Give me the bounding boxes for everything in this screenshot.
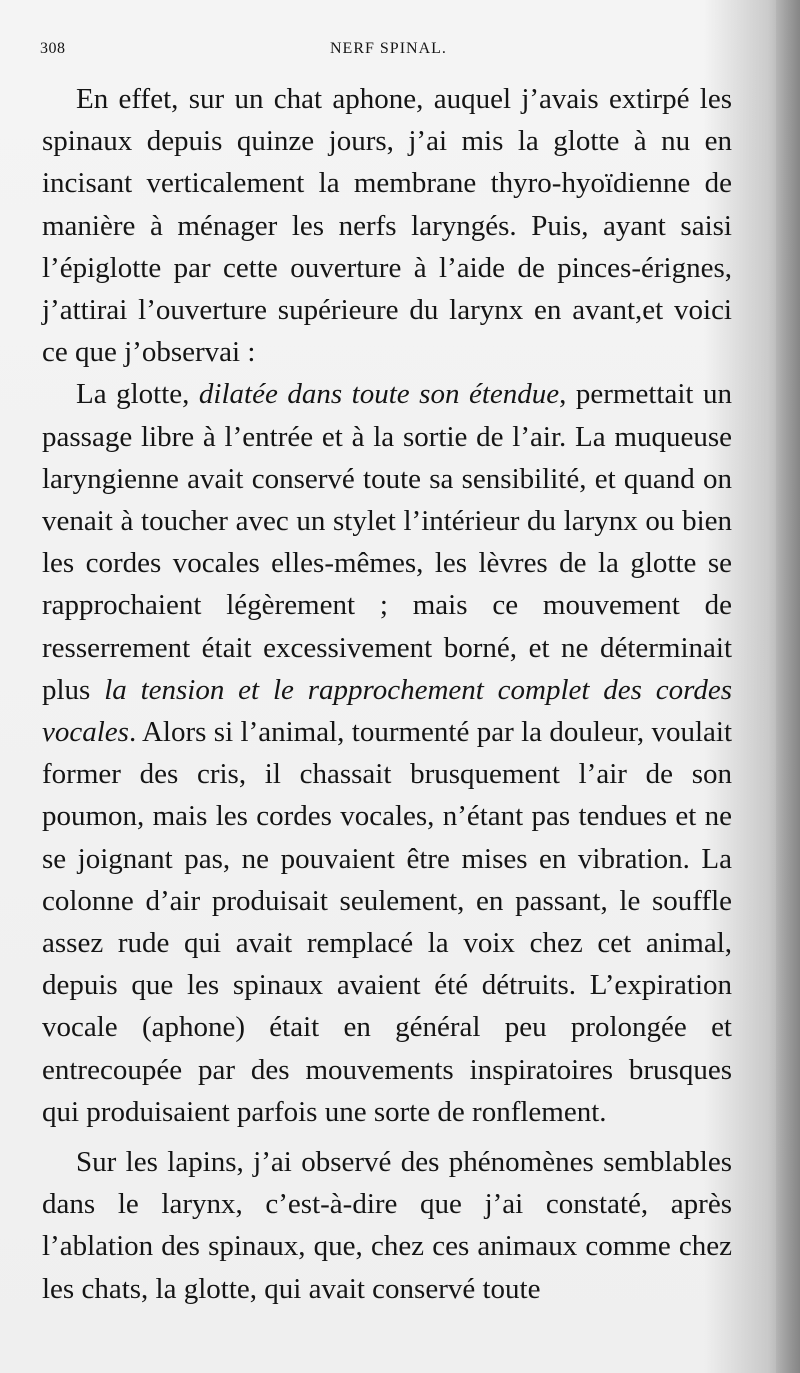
paragraph-2-segment-3: . Alors si l’animal, tourmenté par la douleur, voulait former des cris, il chassait brusquement l’air de son poumon, mais les cordes vocales, n’étant pas tendues et ne se joignant pas, ne pouvaient être mises en vibration. La colonne d’air produisait seulement, en passant, le souffle assez rude qui avait remplacé la voix chez cet animal, depuis que les spinaux avaient été détruits. L’expiration vocale (aphone) était en général peu prolongée et entrecoupée par des mouvements inspiratoires brusques qui produisaient parfois une sorte de ronflement. — [42, 716, 732, 1128]
body-text — [42, 78, 732, 1310]
page-edge-shadow — [776, 0, 800, 1373]
paragraph-2-italic-segment-1: dilatée dans toute son étendue — [198, 378, 560, 411]
paragraph-3: Sur les lapins, j’ai observé des phénomènes semblables dans le larynx, c’est-à-dire que j’ai constaté, après l’ablation des spinaux, que, chez ces animaux comme chez les chats, la glotte, qui avait conservé toute — [42, 1146, 732, 1305]
paragraph-2-segment-1: La glotte, — [76, 378, 199, 411]
page-header — [40, 40, 730, 68]
running-title: NERF SPINAL. — [330, 40, 447, 57]
page-number: 308 — [40, 40, 66, 57]
paragraph-1: En effet, sur un chat aphone, auquel j’avais extirpé les spinaux depuis quinze jours, j’ai mis la glotte à nu en incisant verticalement la membrane thyro-hyoïdienne de manière à ménager les nerfs laryngés. Puis, ayant saisi l’épiglotte par cette ouverture à l’aide de pinces-érignes, j’attirai l’ouverture supérieure du larynx en avant,et voici ce que j’observai : — [42, 83, 732, 369]
paragraph-2-segment-2: , permettait un passage libre à l’entrée et à la sortie de l’air. La muqueuse laryngienne avait conservé toute sa sensibilité, et quand on venait à toucher avec un stylet l’intérieur du larynx ou bien les cordes vocales elles-mêmes, les lèvres de la glotte se rapprochaient légèrement ; mais ce mouvement de resserrement était excessivement borné, et ne déterminait plus — [42, 378, 732, 706]
paragraph-2-italic-segment-2: la tension et le rapprochement complet des cordes vocales — [42, 673, 733, 749]
paragraph-2 — [42, 373, 732, 1133]
